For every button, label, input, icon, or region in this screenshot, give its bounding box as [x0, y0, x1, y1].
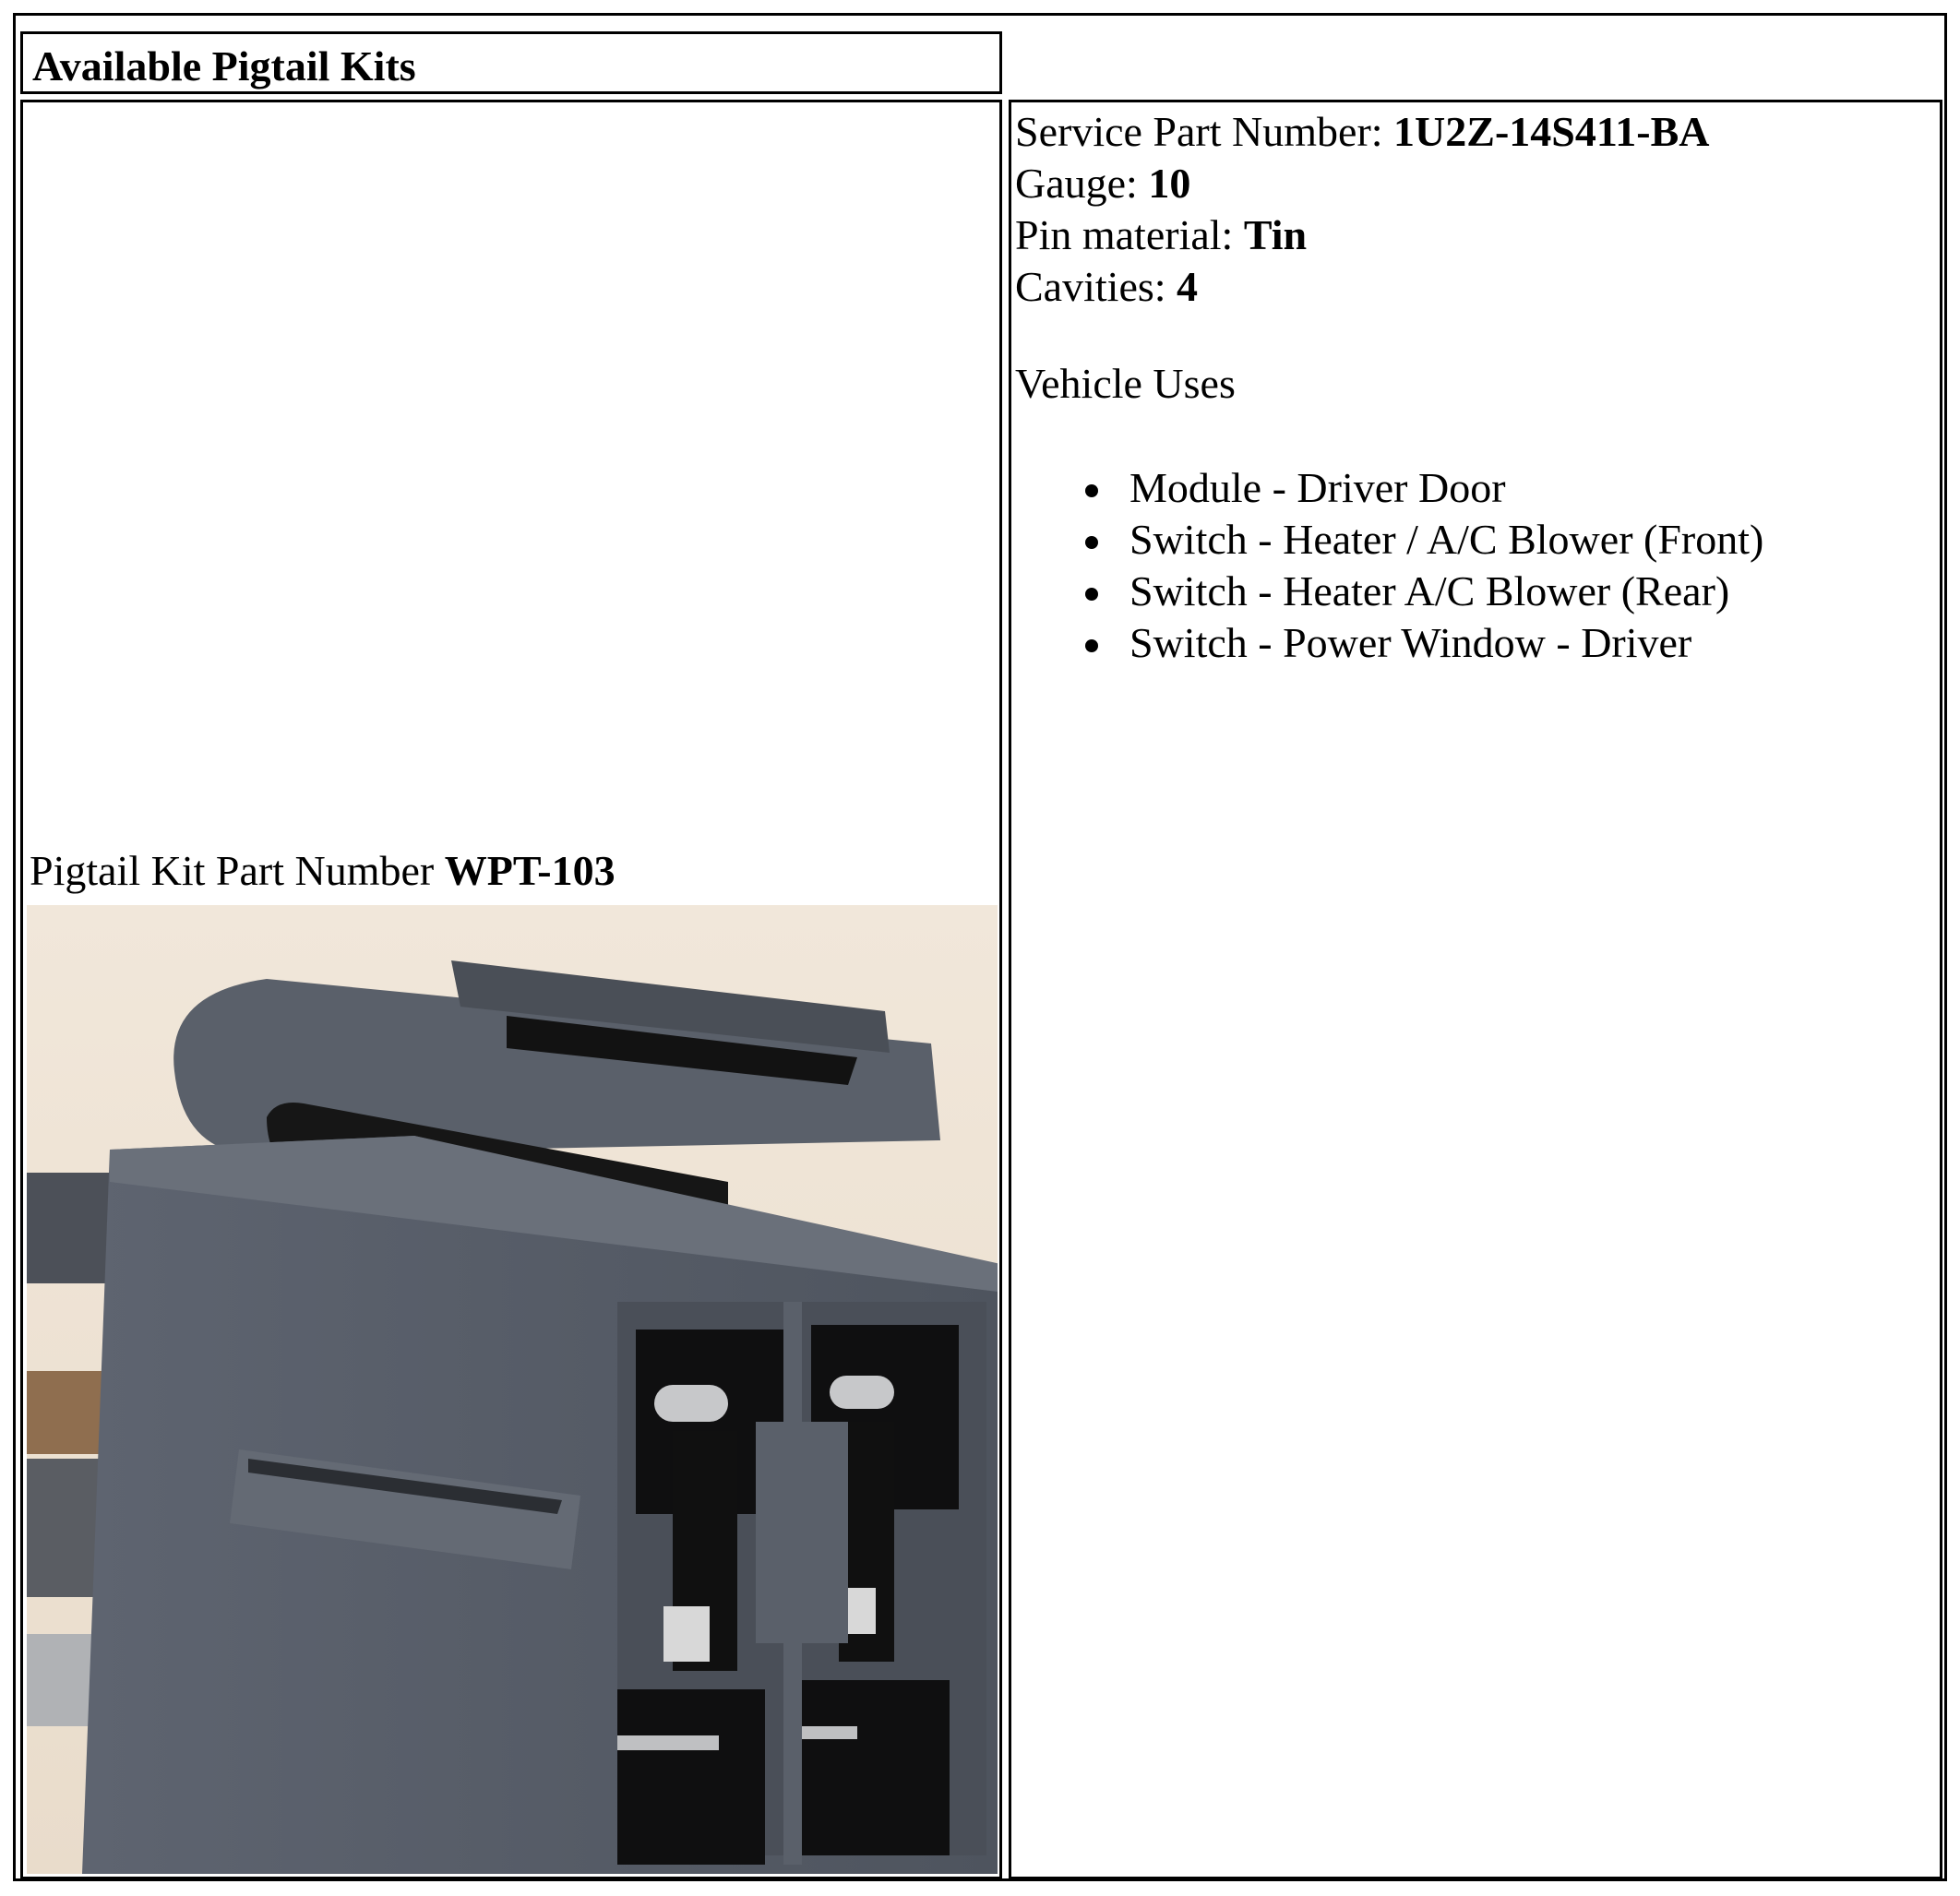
bullet-icon: [1085, 588, 1098, 601]
list-item-text: Switch - Heater / A/C Blower (Front): [1129, 516, 1764, 563]
cavities-value: 4: [1177, 263, 1199, 310]
vehicle-uses-heading: Vehicle Uses: [1015, 360, 1236, 407]
header-cell: [20, 31, 1002, 94]
pin-material-label: Pin material:: [1015, 211, 1234, 258]
gauge-label: Gauge:: [1015, 160, 1138, 207]
list-item: [1015, 617, 1763, 669]
list-item: [1015, 462, 1763, 514]
kit-details-cell: [1009, 100, 1942, 1879]
list-item: [1015, 514, 1763, 566]
list-item-text: Switch - Heater A/C Blower (Rear): [1129, 567, 1730, 614]
spec-service-part: [1015, 106, 1710, 158]
gauge-value: 10: [1148, 160, 1191, 207]
spec-pin-material: [1015, 209, 1710, 261]
spec-gauge: [1015, 158, 1710, 209]
list-item: [1015, 566, 1763, 617]
service-part-value: 1U2Z-14S411-BA: [1393, 108, 1710, 155]
list-item-text: Module - Driver Door: [1129, 464, 1506, 511]
bullet-icon: [1085, 639, 1098, 652]
spec-list: [1015, 106, 1710, 313]
kit-image-cell: [20, 100, 1002, 1879]
kit-part-label-text: Pigtail Kit Part Number: [30, 847, 435, 894]
connector-photo: [27, 905, 998, 1874]
bullet-icon: [1085, 484, 1098, 497]
bullet-icon: [1085, 536, 1098, 549]
kit-part-number: WPT-103: [444, 847, 615, 894]
spec-cavities: [1015, 261, 1710, 313]
list-item-text: Switch - Power Window - Driver: [1129, 619, 1692, 666]
vehicle-uses-list: [1015, 462, 1763, 669]
pin-material-value: Tin: [1243, 211, 1308, 258]
cavities-label: Cavities:: [1015, 263, 1166, 310]
service-part-label: Service Part Number:: [1015, 108, 1383, 155]
page-title: Available Pigtail Kits: [32, 42, 416, 89]
kit-part-label: [30, 846, 615, 895]
